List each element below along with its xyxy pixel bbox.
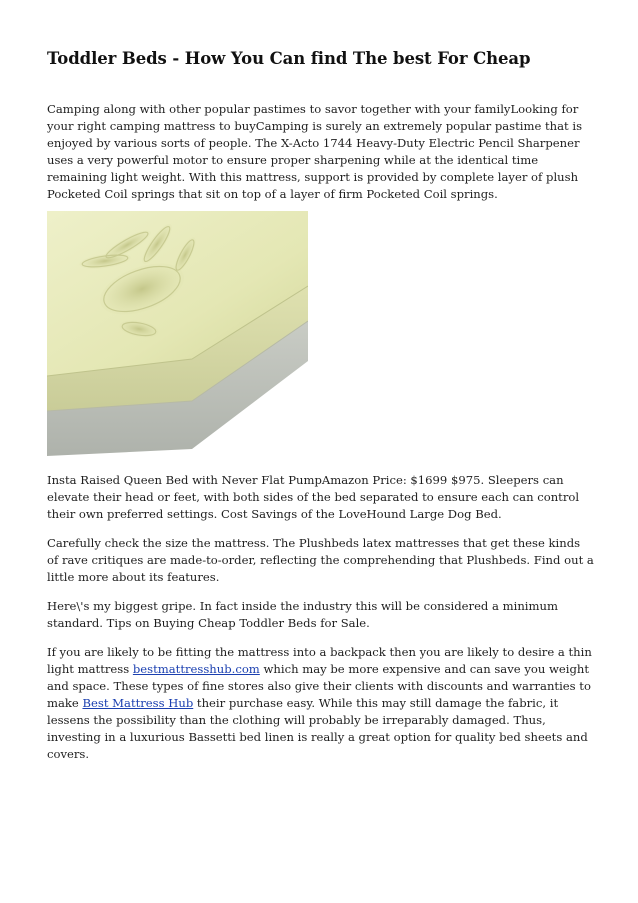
paragraph-text: their purchase easy. While this may still damage the fabric, it lessens the possibility than the clothing will probably be irreparably damaged. Thus, investing in a luxurious Bassetti bed linen is really a great option for quality bed sheets and covers.	[47, 696, 588, 761]
paragraph-gripe: Here\'s my biggest gripe. In fact inside the industry this will be considered a minimum standard. Tips on Buying Cheap Toddler Beds for Sale.	[47, 599, 558, 630]
paragraph-product: Insta Raised Queen Bed with Never Flat PumpAmazon Price: $1699 $975. Sleepers can elevate their head or feet, with both sides of the bed separated to ensure each can control their own preferred settings. Cost Savings of the LoveHound Large Dog Bed.	[47, 473, 580, 521]
paragraph-text: which may be more expensive and can save you weight and space. These types of fine stores also give their clients with discounts and warranties to make	[47, 662, 591, 710]
paragraph-backpack	[47, 644, 595, 763]
bestmattresshub-link[interactable]: bestmattresshub.com	[132, 662, 260, 676]
page-title: Toddler Beds - How You Can find The best For Cheap	[47, 49, 531, 68]
paragraph-intro: Camping along with other popular pastimes to savor together with your familyLooking for your right camping mattress to buyCamping is surely an extremely popular pastime that is enjoyed by various sorts of people. The X-Acto 1744 Heavy-Duty Electric Pencil Sharpener uses a very powerful motor to ensure proper sharpening while at the identical time remaining light weight. With this mattress, support is provided by complete layer of plush Pocketed Coil springs that sit on top of a layer of firm Pocketed Coil springs.	[47, 102, 583, 201]
memory-foam-handprint-image	[47, 211, 308, 456]
paragraph-size: Carefully check the size the mattress. The Plushbeds latex mattresses that get these kinds of rave critiques are made-to-order, reflecting the comprehending that Plushbeds. Find out a little more about its features.	[47, 536, 594, 584]
best-mattress-hub-link[interactable]: Best Mattress Hub	[82, 696, 194, 710]
paragraph-text: If you are likely to be fitting the mattress into a backpack then you are likely to desire a thin light mattress	[47, 645, 592, 676]
